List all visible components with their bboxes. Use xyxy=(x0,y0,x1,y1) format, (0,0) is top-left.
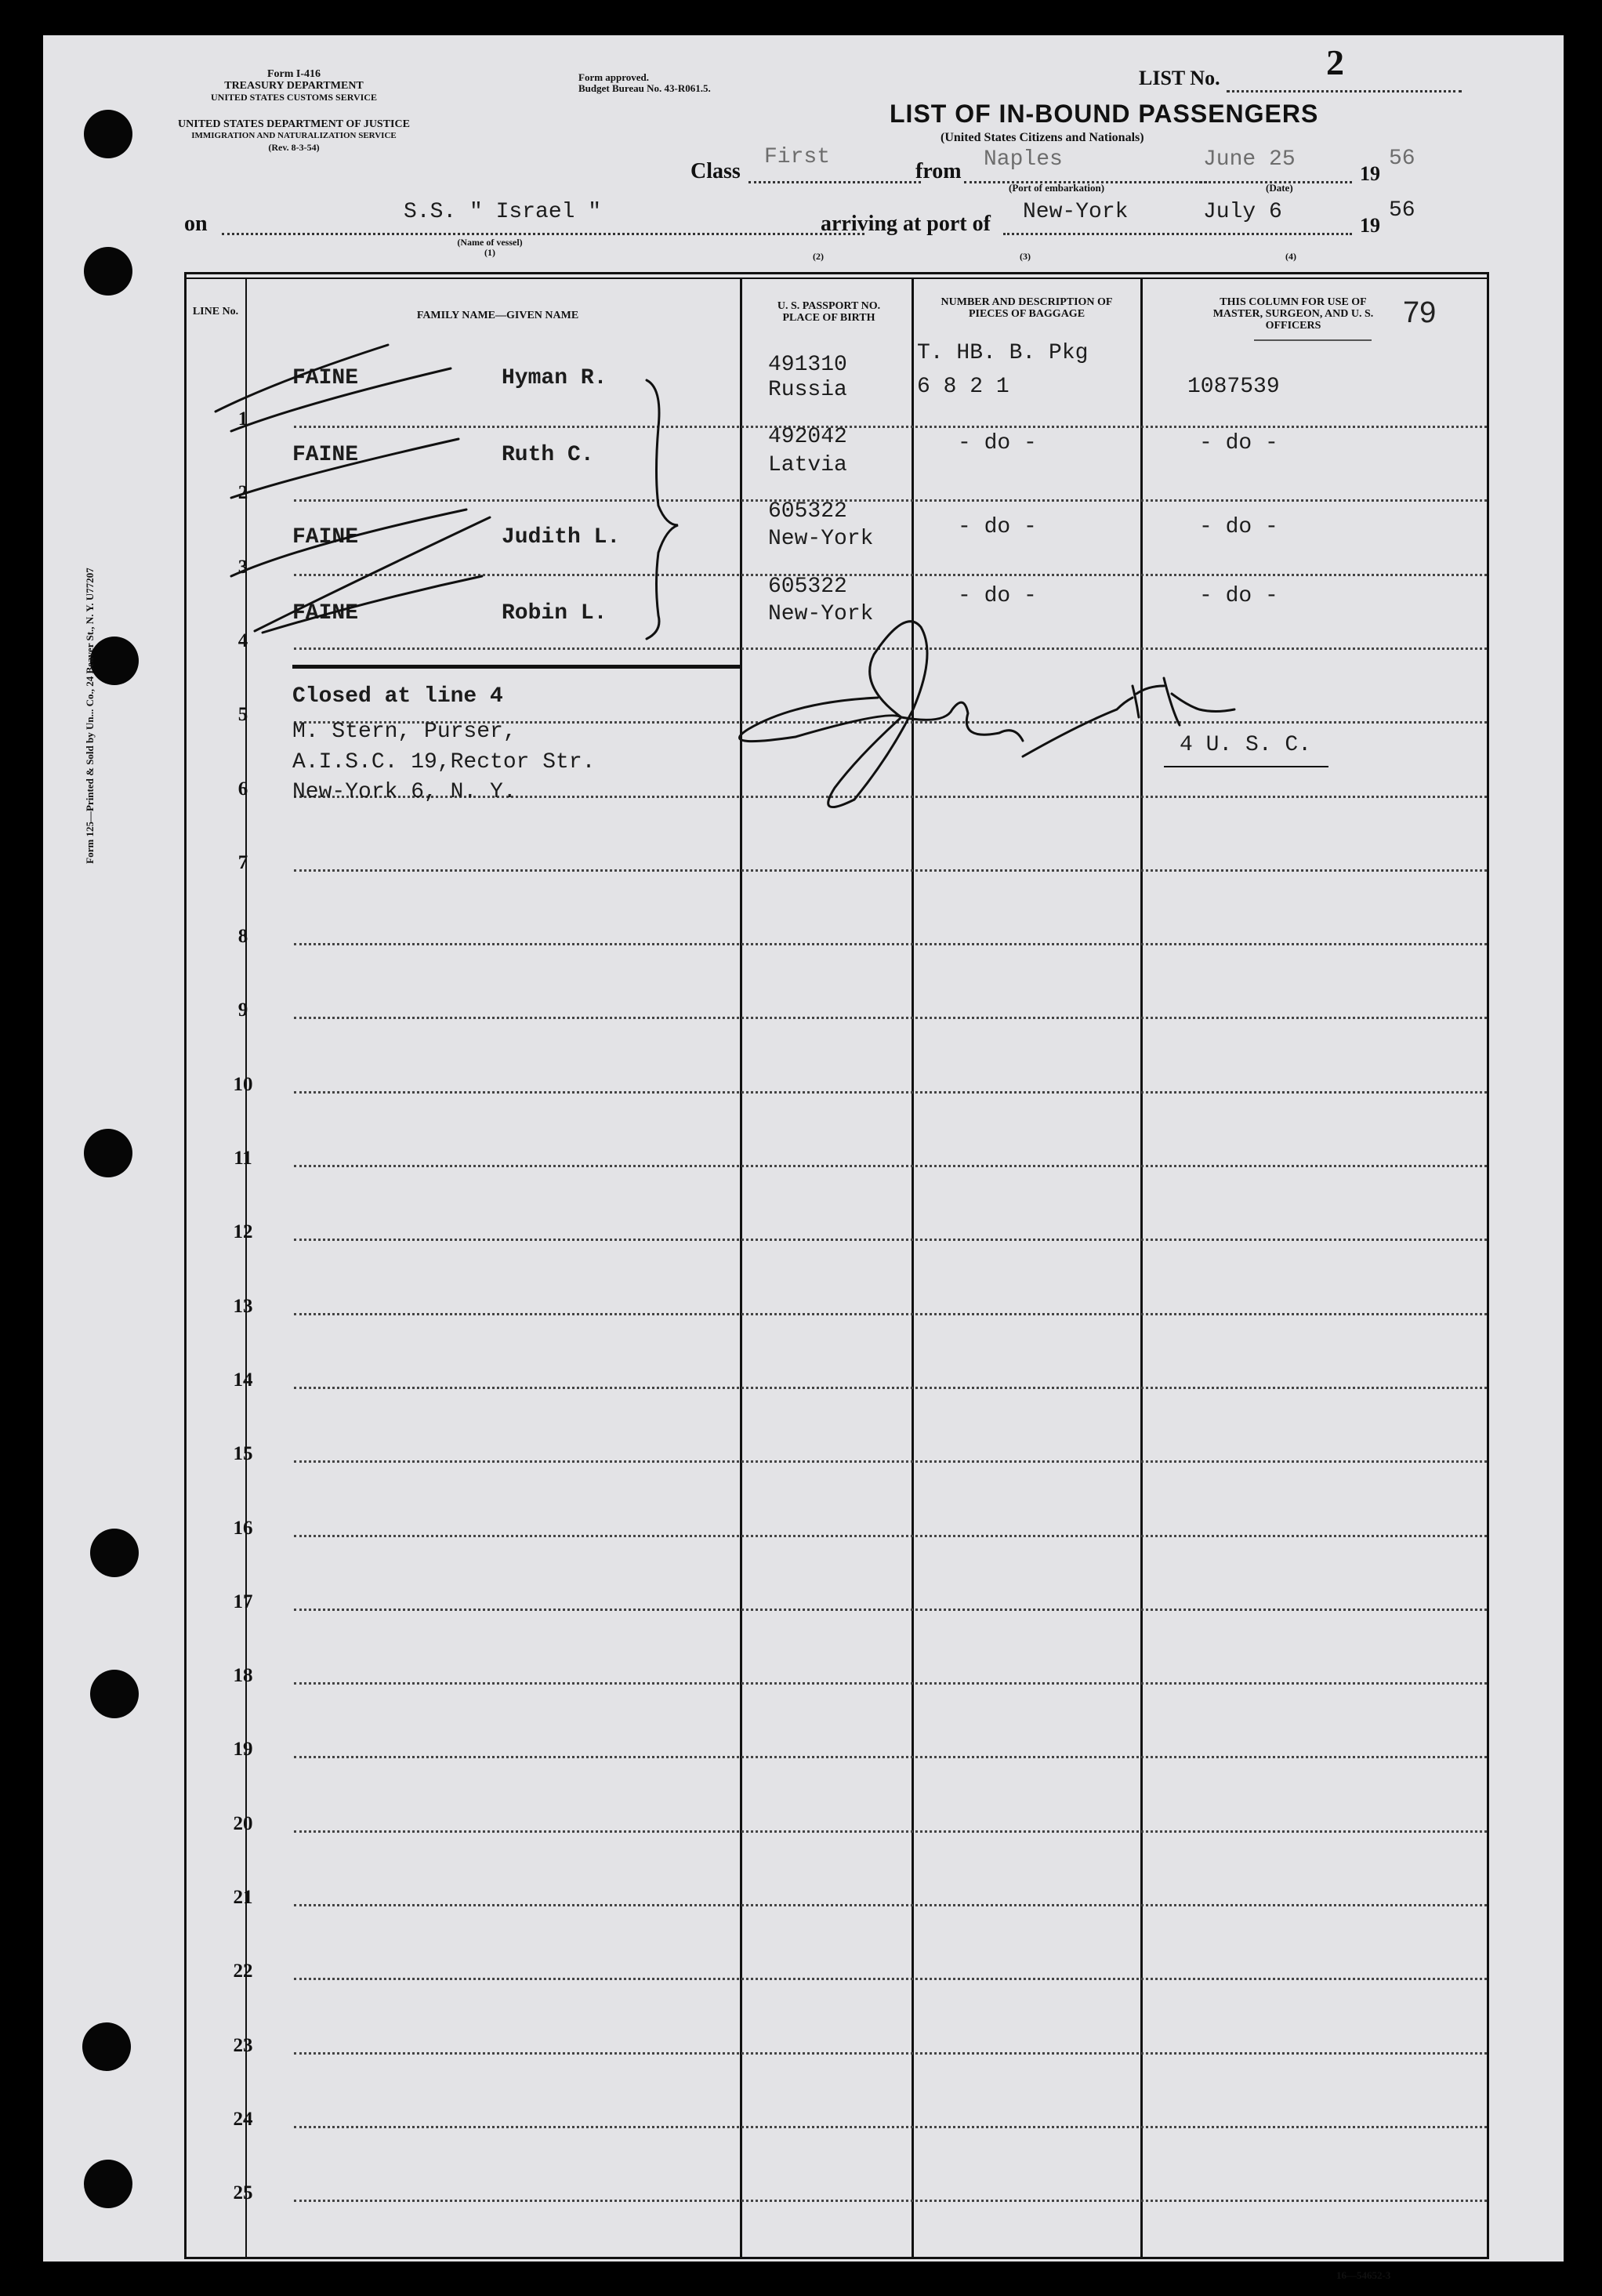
punch-hole xyxy=(84,1129,132,1177)
line-number: 5 xyxy=(237,704,248,725)
row-separator xyxy=(294,1535,1487,1537)
line-number: 10 xyxy=(233,1074,253,1095)
line-number: 3 xyxy=(237,557,248,578)
passport-number: 605322 xyxy=(768,575,847,599)
class-label: Class xyxy=(690,159,741,183)
line-number: 25 xyxy=(233,2182,253,2204)
caption-4: (4) xyxy=(1285,251,1296,262)
strike-mark xyxy=(231,439,458,498)
immigration-label: IMMIGRATION AND NATURALIZATION SERVICE xyxy=(191,131,397,140)
family-name: FAINE xyxy=(292,525,359,550)
bracket-brace xyxy=(647,380,678,639)
line-number: 16 xyxy=(233,1518,253,1539)
signature-stroke xyxy=(740,622,1023,807)
from-label: from xyxy=(915,159,962,183)
line-number: 4 xyxy=(237,630,248,651)
col-header-baggage: NUMBER AND DESCRIPTION OF PIECES OF BAGGAGE xyxy=(941,296,1113,320)
family-name: FAINE xyxy=(292,366,359,390)
baggage-count: - do - xyxy=(958,584,1037,608)
col-header-passport: U. S. PASSPORT NO. PLACE OF BIRTH xyxy=(777,300,881,324)
given-name: Robin L. xyxy=(502,601,607,626)
signature-stroke xyxy=(1023,678,1234,756)
closing-line-1: Closed at line 4 xyxy=(292,684,503,709)
strike-mark xyxy=(216,345,388,412)
arrival-year: 56 xyxy=(1389,198,1415,223)
arrival-year-prefix: 19 xyxy=(1360,214,1380,237)
form-number: Form I-416 xyxy=(266,68,321,80)
row-separator xyxy=(294,1682,1487,1685)
line-number: 21 xyxy=(233,1887,253,1908)
vessel-name: S.S. " Israel " xyxy=(404,200,602,224)
row-separator xyxy=(294,1460,1487,1463)
row-separator xyxy=(294,943,1487,945)
family-name: FAINE xyxy=(292,601,359,626)
line-number: 22 xyxy=(233,1960,253,1982)
punch-hole xyxy=(84,2160,132,2208)
row-separator xyxy=(294,2200,1487,2202)
punch-hole xyxy=(90,1529,139,1577)
row-separator xyxy=(294,2126,1487,2128)
printer-side-text: Form 125—Printed & Sold by Un... Co., 24 Beaver St., N. Y. U77207 xyxy=(84,568,96,864)
budget-number: Budget Bureau No. 43-R061.5. xyxy=(578,82,711,94)
row-separator xyxy=(294,1017,1487,1019)
line-number: 9 xyxy=(237,999,248,1021)
class-value: First xyxy=(764,145,831,169)
row-separator xyxy=(294,1239,1487,1241)
strike-mark xyxy=(255,517,490,631)
form-approved: Form approved. xyxy=(578,71,650,83)
closing-line-4: New-York 6, N. Y. xyxy=(292,780,516,804)
departure-year: 56 xyxy=(1389,147,1415,171)
row-separator xyxy=(294,1609,1487,1611)
baggage-count: - do - xyxy=(958,431,1037,455)
row-separator xyxy=(294,1165,1487,1167)
line-number: 17 xyxy=(233,1591,253,1612)
caption-2: (2) xyxy=(813,251,824,262)
birthplace: Latvia xyxy=(768,453,847,477)
embarkation-port: Naples xyxy=(984,147,1063,172)
arrival-port: New-York xyxy=(1023,200,1129,224)
birthplace: Russia xyxy=(768,378,847,402)
passport-number: 605322 xyxy=(768,499,847,524)
officer-note: 4 U. S. C. xyxy=(1180,733,1312,757)
row-separator xyxy=(294,1313,1487,1315)
line-number: 14 xyxy=(233,1369,253,1391)
closing-line-2: M. Stern, Purser, xyxy=(292,720,516,744)
line-number: 15 xyxy=(233,1443,253,1464)
baggage-count: 6 8 2 1 xyxy=(917,375,1009,399)
embark-caption: (Port of embarkation) xyxy=(1009,182,1105,194)
passport-number: 491310 xyxy=(768,353,847,377)
customs-label: UNITED STATES CUSTOMS SERVICE xyxy=(211,92,377,103)
given-name: Judith L. xyxy=(502,525,621,550)
family-name: FAINE xyxy=(292,443,359,467)
line-number: 8 xyxy=(237,926,248,947)
caption-1: (1) xyxy=(484,247,495,258)
passport-number: 492042 xyxy=(768,425,847,449)
treasury-label: TREASURY DEPARTMENT xyxy=(224,80,364,92)
line-number: 6 xyxy=(237,778,248,800)
strike-mark xyxy=(231,368,451,431)
line-number: 24 xyxy=(233,2109,253,2130)
row-separator xyxy=(294,1904,1487,1906)
list-label: LIST No. xyxy=(1139,67,1220,89)
closing-line-3: A.I.S.C. 19,Rector Str. xyxy=(292,750,596,774)
arriving-label: arriving at port of xyxy=(821,212,991,236)
on-label: on xyxy=(184,212,208,236)
page-stamp: 79 xyxy=(1403,296,1437,329)
col-header-name: FAMILY NAME—GIVEN NAME xyxy=(416,310,579,321)
line-number: 20 xyxy=(233,1813,253,1834)
officer-entry: 1087539 xyxy=(1187,375,1280,399)
officer-entry: - do - xyxy=(1199,584,1278,608)
birthplace: New-York xyxy=(768,602,874,626)
birthplace: New-York xyxy=(768,527,874,551)
date-caption: (Date) xyxy=(1266,182,1293,194)
col-header-officers: THIS COLUMN FOR USE OF MASTER, SURGEON, AND U. S. OFFICERS xyxy=(1212,296,1374,332)
caption-3: (3) xyxy=(1020,251,1031,262)
justice-label: UNITED STATES DEPARTMENT OF JUSTICE xyxy=(178,118,410,130)
revision-label: (Rev. 8-3-54) xyxy=(268,142,320,153)
row-separator xyxy=(294,1756,1487,1758)
row-separator xyxy=(294,2052,1487,2055)
document-page xyxy=(43,35,1564,2281)
departure-date: June 25 xyxy=(1203,147,1296,172)
table-bottom-border xyxy=(184,2257,1489,2259)
line-number: 1 xyxy=(237,408,248,430)
punch-hole xyxy=(90,1670,139,1718)
given-name: Hyman R. xyxy=(502,366,607,390)
page-title: LIST OF IN-BOUND PASSENGERS xyxy=(890,100,1319,128)
baggage-type-header: T. HB. B. Pkg xyxy=(917,341,1089,365)
line-number: 11 xyxy=(234,1148,252,1169)
row-separator xyxy=(294,1387,1487,1389)
line-number: 7 xyxy=(237,852,248,873)
vessel-caption: (Name of vessel) xyxy=(457,237,523,248)
line-number: 12 xyxy=(233,1221,253,1242)
page-subtitle: (United States Citizens and Nationals) xyxy=(941,131,1144,144)
year-prefix: 19 xyxy=(1360,162,1380,185)
list-number: 2 xyxy=(1326,42,1344,82)
baggage-count: - do - xyxy=(958,515,1037,539)
line-number: 2 xyxy=(237,482,248,503)
line-number: 23 xyxy=(233,2035,253,2056)
row-separator xyxy=(294,1091,1487,1094)
given-name: Ruth C. xyxy=(502,443,594,467)
strike-mark xyxy=(263,576,482,633)
row-separator xyxy=(294,1978,1487,1980)
arrival-date: July 6 xyxy=(1203,200,1282,224)
row-separator xyxy=(294,1830,1487,1833)
footer-code: 16—54652-3 xyxy=(1336,2269,1391,2281)
row-separator xyxy=(294,869,1487,872)
line-number: 13 xyxy=(233,1296,253,1317)
officer-entry: - do - xyxy=(1199,431,1278,455)
line-number: 19 xyxy=(233,1739,253,1760)
line-number: 18 xyxy=(233,1665,253,1686)
handwriting-overlay xyxy=(43,35,1564,819)
strike-mark xyxy=(231,510,466,576)
col-header-line: LINE No. xyxy=(192,306,239,317)
punch-hole xyxy=(82,2022,131,2071)
officer-entry: - do - xyxy=(1199,515,1278,539)
